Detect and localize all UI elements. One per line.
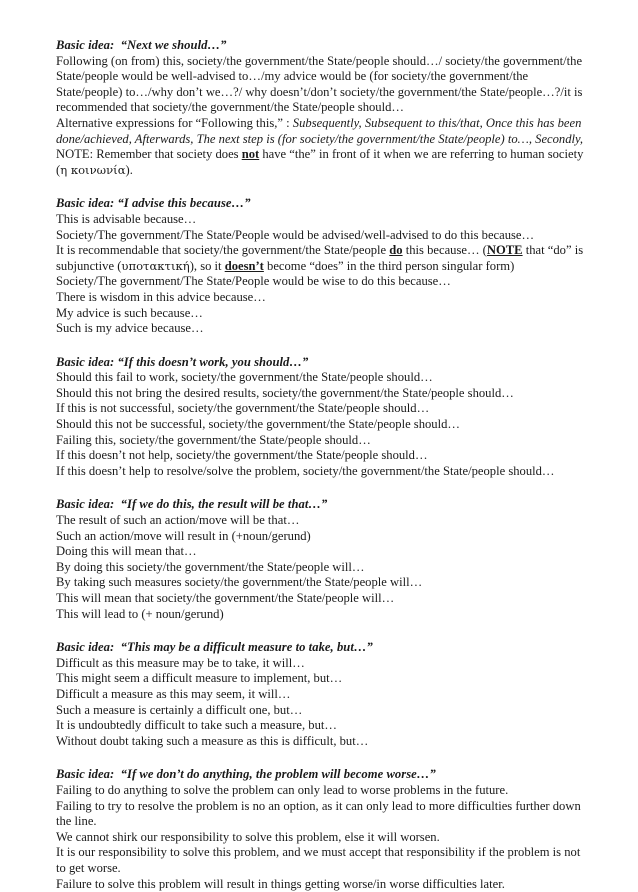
phrase-line: Such an action/move will result in (+noun/gerund) [56, 529, 591, 545]
section-if-this-doesnt-work [56, 355, 591, 480]
section-heading: Basic idea: “This may be a difficult measure to take, but…” [56, 640, 591, 656]
phrase-line: Should this not be successful, society/the government/the State/people should… [56, 417, 591, 433]
section-heading: Basic idea: “If we do this, the result will be that…” [56, 497, 591, 513]
phrase-run-bold-underline: do [389, 243, 402, 257]
section-difficult-measure-to-take [56, 640, 591, 749]
section-i-advise-this-because [56, 196, 591, 336]
section-if-we-dont-do-anything [56, 767, 591, 892]
section-heading: Basic idea: “Next we should…” [56, 38, 591, 54]
phrase-line: There is wisdom in this advice because… [56, 290, 591, 306]
phrase-line: Society/The government/The State/People would be wise to do this because… [56, 274, 591, 290]
phrase-line: It is our responsibility to solve this problem, and we must accept that responsibility if the problem is not to get worse. [56, 845, 591, 876]
phrase-run-bold-underline: not [242, 147, 260, 161]
section-heading: Basic idea: “If we don’t do anything, the problem will become worse…” [56, 767, 591, 783]
phrase-line: This might seem a difficult measure to implement, but… [56, 671, 591, 687]
phrase-line: Society/The government/The State/People would be advised/well-advised to do this because… [56, 228, 591, 244]
phrase-line [56, 147, 591, 178]
phrase-run-plain: ). [126, 163, 133, 177]
phrase-line: Following (on from) this, society/the government/the State/people should…/ society/the government/the State/people would be well-advised to…/my advice would be (for society/the government/the State/people) to…/why don’t we…?/ why doesn’t/don’t society/the government/the State/people…?/it is recommended that society/the government/the State/people should… [56, 54, 591, 116]
section-heading: Basic idea: “I advise this because…” [56, 196, 591, 212]
phrase-run-plain: ), so it [190, 259, 225, 273]
phrase-line: Failure to solve this problem will result in things getting worse/in worse difficulties later. [56, 877, 591, 892]
phrase-line: If this doesn’t not help, society/the government/the State/people should… [56, 448, 591, 464]
sections-container [56, 38, 591, 892]
phrase-run-plain: that “do” is subjunctive ( [56, 243, 583, 273]
phrase-line: This is advisable because… [56, 212, 591, 228]
phrase-run-plain: become “does” in the third person singular form) [264, 259, 514, 273]
phrase-line: If this is not successful, society/the government/the State/people should… [56, 401, 591, 417]
phrase-line: The result of such an action/move will be that… [56, 513, 591, 529]
phrase-line: Difficult as this measure may be to take, it will… [56, 656, 591, 672]
phrase-line: Failing to try to resolve the problem is no an option, as it can only lead to more difficulties further down the line. [56, 799, 591, 830]
phrase-run-bold-underline: NOTE [487, 243, 523, 257]
phrase-line: By taking such measures society/the government/the State/people will… [56, 575, 591, 591]
phrase-run-plain: have “the” in front of it when we are referring to human society ( [56, 147, 583, 177]
phrase-line: Such is my advice because… [56, 321, 591, 337]
phrase-line: Such a measure is certainly a difficult one, but… [56, 703, 591, 719]
phrase-line: Doing this will mean that… [56, 544, 591, 560]
section-heading: Basic idea: “If this doesn’t work, you should…” [56, 355, 591, 371]
phrase-run-plain: It is recommendable that society/the government/the State/people [56, 243, 389, 257]
phrase-line: Should this not bring the desired results, society/the government/the State/people should… [56, 386, 591, 402]
phrase-line: By doing this society/the government/the State/people will… [56, 560, 591, 576]
phrase-line: We cannot shirk our responsibility to solve this problem, else it will worsen. [56, 830, 591, 846]
phrase-line: Should this fail to work, society/the government/the State/people should… [56, 370, 591, 386]
phrase-line: This will lead to (+ noun/gerund) [56, 607, 591, 623]
phrase-run-greek: η κοινωνία [60, 163, 125, 177]
phrase-line: Without doubt taking such a measure as this is difficult, but… [56, 734, 591, 750]
phrase-line: It is undoubtedly difficult to take such a measure, but… [56, 718, 591, 734]
phrase-line: Failing to do anything to solve the problem can only lead to worse problems in the future. [56, 783, 591, 799]
phrase-line: My advice is such because… [56, 306, 591, 322]
section-if-we-do-this-result [56, 497, 591, 622]
phrase-line [56, 116, 591, 147]
section-next-we-should [56, 38, 591, 178]
phrase-run-plain: this because… ( [403, 243, 487, 257]
phrase-run-plain: NOTE: Remember that society does [56, 147, 242, 161]
phrase-line: This will mean that society/the government/the State/people will… [56, 591, 591, 607]
phrase-line: Difficult a measure as this may seem, it will… [56, 687, 591, 703]
phrase-run-plain: Alternative expressions for “Following this,” : [56, 116, 293, 130]
phrase-run-greek: υποτακτική [121, 259, 189, 273]
phrase-line: If this doesn’t help to resolve/solve the problem, society/the government/the State/people should… [56, 464, 591, 480]
phrase-line [56, 243, 591, 274]
phrase-line: Failing this, society/the government/the State/people should… [56, 433, 591, 449]
phrase-run-bold-underline: doesn’t [225, 259, 264, 273]
phrase-run-italic: Subsequently, Subsequent to this/that, Once this has been done/achieved, Afterwards, The next step is (for society/the government/the State/people) to…, Secondly, [56, 116, 583, 146]
